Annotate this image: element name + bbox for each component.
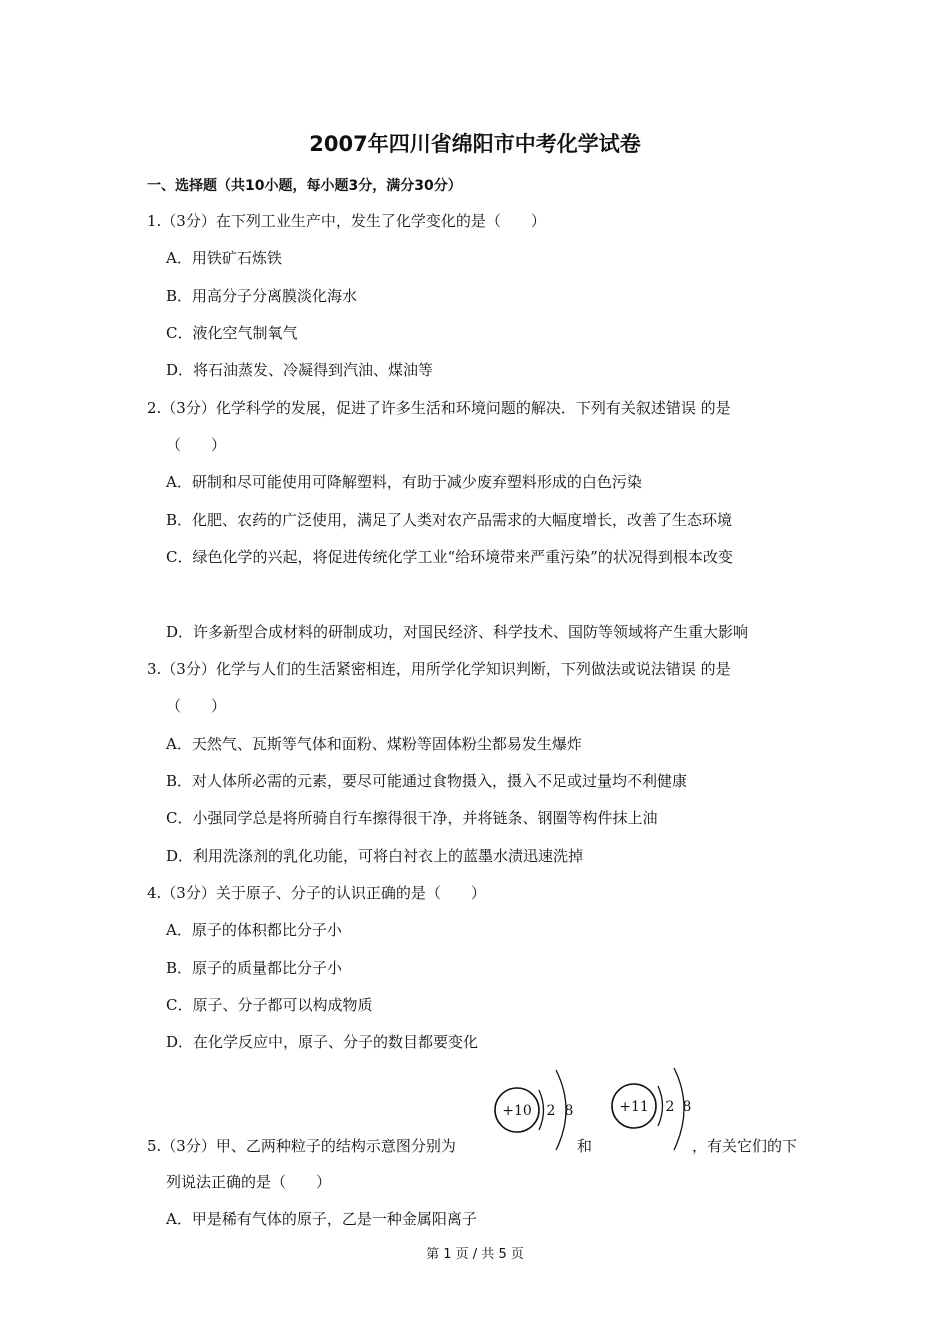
question-1-option-b: B．用高分子分离膜淡化海水 [166,287,358,305]
question-3-option-a: A．天然气、瓦斯等气体和面粉、煤粉等固体粉尘都易发生爆炸 [166,735,582,753]
question-3-option-b: B．对人体所必需的元素，要尽可能通过食物摄入，摄入不足或过量均不利健康 [166,772,688,790]
question-3-option-d: D．利用洗涤剂的乳化功能，可将白衬衣上的蓝墨水渍迅速洗掉 [166,847,584,865]
question-1-option-c: C．液化空气制氧气 [166,324,298,342]
question-5-stem-continued: 列说法正确的是（ ） [166,1173,332,1191]
question-3-stem-continued: （ ） [166,697,227,715]
particle-2-shell-2-electrons: 8 [682,1099,692,1115]
question-5-stem-prefix: 5.（3分）甲、乙两种粒子的结构示意图分别为 [147,1137,456,1155]
particle-2-structure-diagram [606,1064,698,1156]
question-4-option-a: A．原子的体积都比分子小 [166,921,342,939]
question-1-option-a: A．用铁矿石炼铁 [166,249,282,267]
question-2-option-a: A．研制和尽可能使用可降解塑料，有助于减少废弃塑料形成的白色污染 [166,473,642,491]
question-5-stem-connector: 和 [577,1137,593,1155]
particle-1-structure-diagram [490,1068,580,1156]
question-2-stem-continued: （ ） [166,436,227,454]
particle-1-nucleus-charge: +10 [502,1103,532,1119]
page-footer: 第 1 页 / 共 5 页 [426,1247,524,1262]
question-5-option-a: A．甲是稀有气体的原子，乙是一种金属阳离子 [166,1210,477,1228]
particle-2-nucleus-charge: +11 [619,1099,649,1115]
particle-2-shell-1-electrons: 2 [665,1099,675,1115]
question-2-option-b: B．化肥、农药的广泛使用，满足了人类对农产品需求的大幅度增长，改善了生态环境 [166,511,733,529]
question-1-option-d: D．将石油蒸发、冷凝得到汽油、煤油等 [166,361,434,379]
question-2-option-c: C．绿色化学的兴起，将促进传统化学工业“给环境带来严重污染”的状况得到根本改变 [166,548,733,566]
question-2-option-d: D．许多新型合成材料的研制成功，对国民经济、科学技术、国防等领域将产生重大影响 [166,623,749,641]
question-3-option-c: C．小强同学总是将所骑自行车擦得很干净，并将链条、钢圈等构件抹上油 [166,809,658,827]
question-4-stem: 4.（3分）关于原子、分子的认识正确的是（ ） [147,884,486,902]
question-4-option-d: D．在化学反应中，原子、分子的数目都要变化 [166,1033,479,1051]
particle-1-shell-2-electrons: 8 [564,1103,574,1119]
section-heading: 一、选择题（共10小题，每小题3分，满分30分） [147,178,462,194]
question-4-option-b: B．原子的质量都比分子小 [166,959,343,977]
question-5-stem-suffix: ，有关它们的下 [692,1137,798,1155]
page-title: 2007年四川省绵阳市中考化学试卷 [309,132,641,156]
question-4-option-c: C．原子、分子都可以构成物质 [166,996,373,1014]
particle-2-shell-1-arc [658,1086,663,1126]
question-3-stem: 3.（3分）化学与人们的生活紧密相连，用所学化学知识判断，下列做法或说法错误 的是 [147,660,731,678]
question-2-stem: 2.（3分）化学科学的发展，促进了许多生活和环境问题的解决．下列有关叙述错误 的是 [147,399,731,417]
question-1-stem: 1.（3分）在下列工业生产中，发生了化学变化的是（ ） [147,212,546,230]
particle-1-shell-1-electrons: 2 [546,1103,556,1119]
